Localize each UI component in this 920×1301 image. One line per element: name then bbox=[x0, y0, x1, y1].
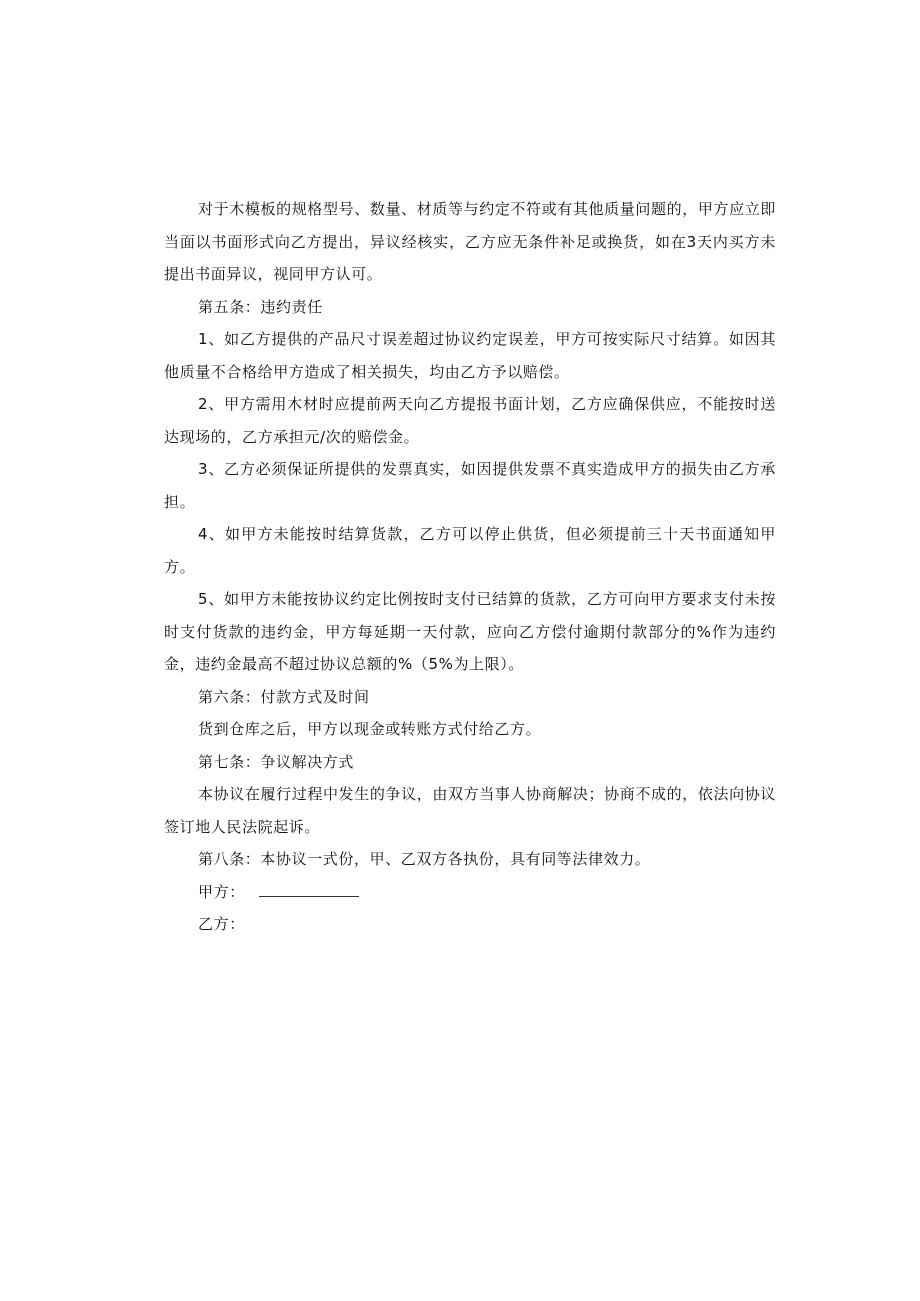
paragraph-5-1: 1、如乙方提供的产品尺寸误差超过协议约定误差，甲方可按实际尺寸结算。如因其他质量不合格给甲方造成了相关损失，均由乙方予以赔偿。 bbox=[164, 330, 776, 381]
paragraph-5-2: 2、甲方需用木材时应提前两天向乙方提报书面计划，乙方应确保供应，不能按时送达现场的，乙方承担元/次的赔偿金。 bbox=[164, 395, 776, 446]
signature-party-a bbox=[164, 876, 776, 909]
heading-article-7: 第七条：争议解决方式 bbox=[198, 752, 355, 771]
party-b-label: 乙方： bbox=[198, 915, 245, 933]
signature-party-b bbox=[164, 908, 776, 941]
paragraph-7: 本协议在履行过程中发生的争议，由双方当事人协商解决；协商不成的，依法向协议签订地人民法院起诉。 bbox=[164, 785, 776, 836]
party-a-signature-line bbox=[259, 882, 359, 897]
heading-article-5: 第五条：违约责任 bbox=[198, 297, 323, 316]
party-a-label: 甲方： bbox=[198, 882, 245, 901]
paragraph-6: 货到仓库之后，甲方以现金或转账方式付给乙方。 bbox=[198, 720, 542, 738]
paragraph-5-4: 4、如甲方未能按时结算货款，乙方可以停止供货，但必须提前三十天书面通知甲方。 bbox=[164, 525, 776, 576]
paragraph-quality-objection: 对于木模板的规格型号、数量、材质等与约定不符或有其他质量问题的，甲方应立即当面以书面形式向乙方提出，异议经核实，乙方应无条件补足或换货，如在3天内买方未提出书面异议，视同甲方认可。 bbox=[164, 200, 776, 283]
heading-article-8: 第八条：本协议一式份，甲、乙双方各执份，具有同等法律效力。 bbox=[198, 850, 651, 868]
document-body bbox=[164, 193, 776, 941]
paragraph-5-5: 5、如甲方未能按协议约定比例按时支付已结算的货款，乙方可向甲方要求支付未按时支付货款的违约金，甲方每延期一天付款，应向乙方偿付逾期付款部分的%作为违约金，违约金最高不超过协议总额的%（5%为上限）。 bbox=[164, 590, 776, 673]
paragraph-5-3: 3、乙方必须保证所提供的发票真实，如因提供发票不真实造成甲方的损失由乙方承担。 bbox=[164, 460, 776, 511]
heading-article-6: 第六条：付款方式及时间 bbox=[198, 687, 370, 706]
